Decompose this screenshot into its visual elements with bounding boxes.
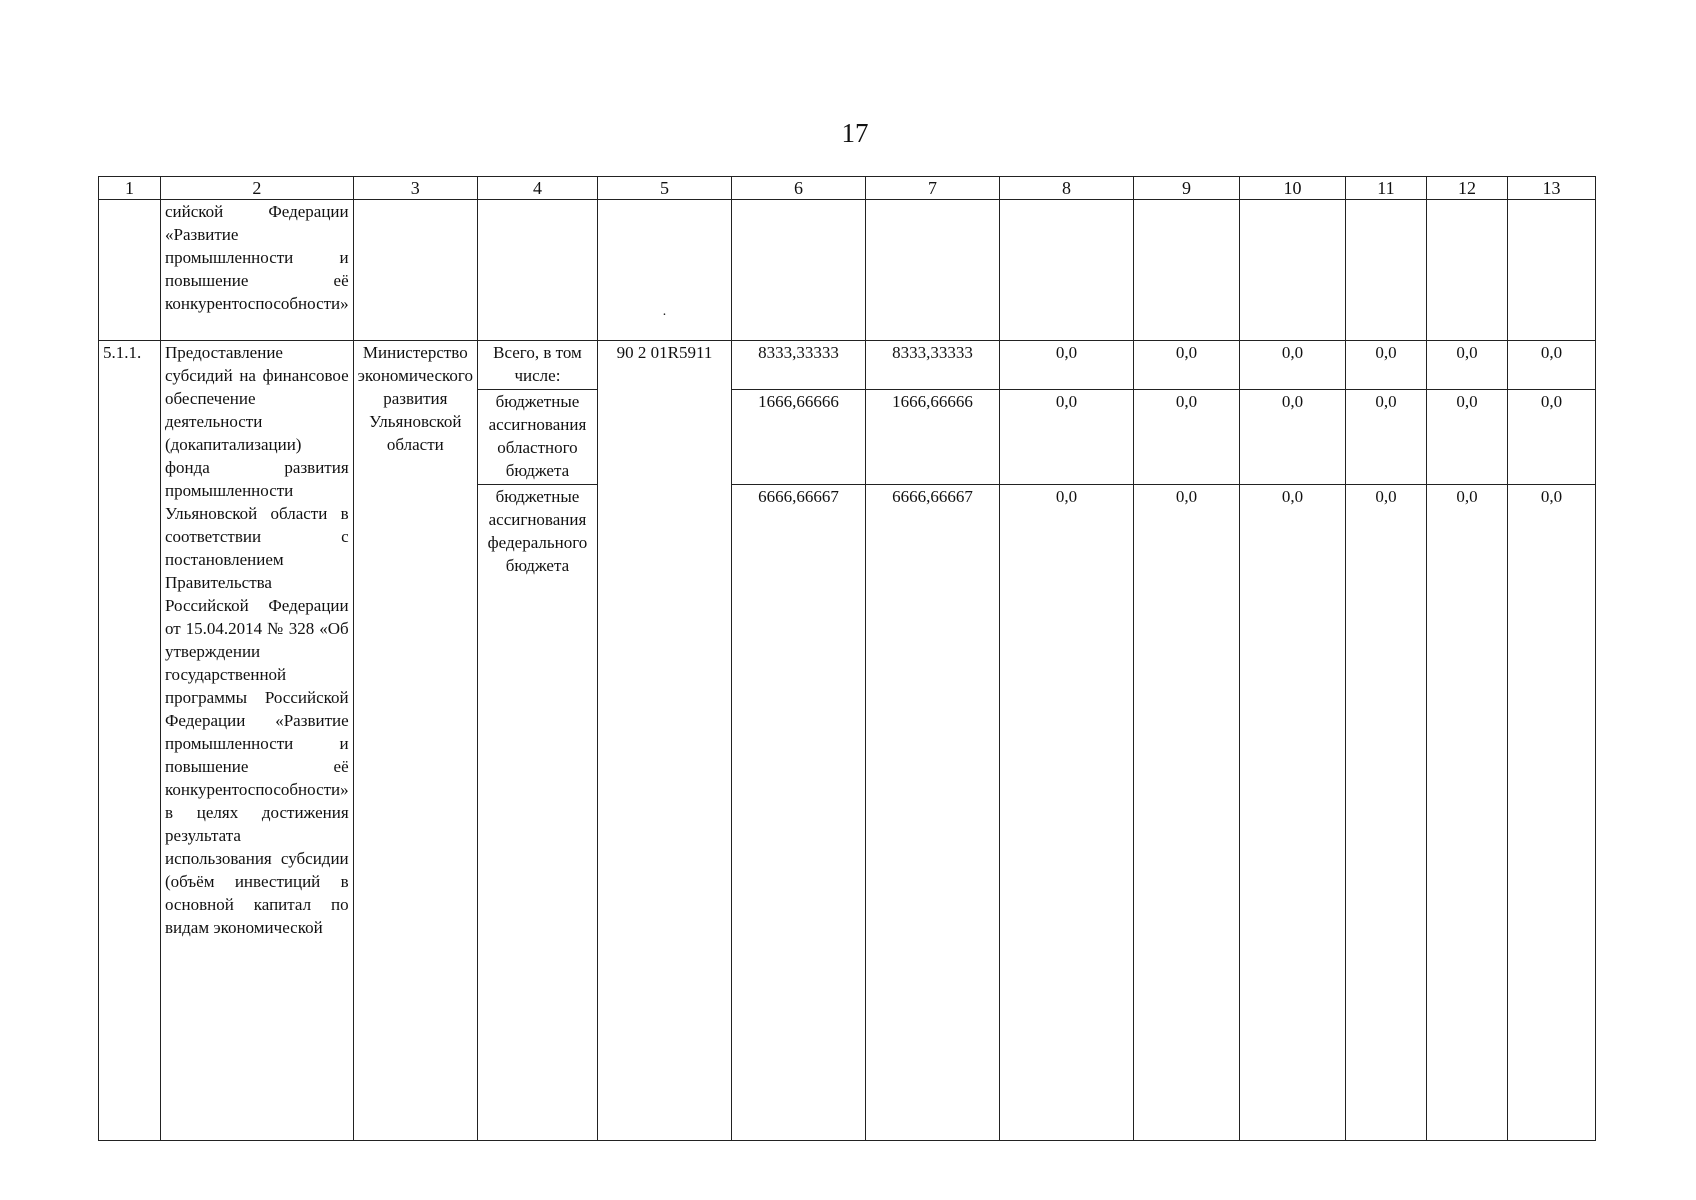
column-header: 7 xyxy=(865,177,999,200)
value-cell: 0,0 xyxy=(1239,485,1345,1141)
page-number: 17 xyxy=(841,118,869,148)
value-cell: 0,0 xyxy=(1345,485,1426,1141)
value-cell: 0,0 xyxy=(1507,390,1595,485)
column-header: 5 xyxy=(597,177,731,200)
table-row-total xyxy=(99,341,1596,390)
column-header: 12 xyxy=(1426,177,1507,200)
value-cell: 0,0 xyxy=(1426,390,1507,485)
value-cell: 8333,33333 xyxy=(865,341,999,390)
column-header: 8 xyxy=(999,177,1133,200)
value-cell: 6666,66667 xyxy=(865,485,999,1141)
funding-source: бюджетные ассигнования областного бюджета xyxy=(477,390,597,485)
column-number-row xyxy=(99,177,1596,200)
budget-code: 90 2 01R5911 xyxy=(597,341,731,1141)
value-cell: 0,0 xyxy=(1133,341,1239,390)
value-cell: 8333,33333 xyxy=(731,341,865,390)
value-cell: 0,0 xyxy=(1133,390,1239,485)
budget-table xyxy=(98,176,1596,1141)
column-header: 2 xyxy=(161,177,354,200)
value-cell: 0,0 xyxy=(1239,390,1345,485)
value-cell: 0,0 xyxy=(1345,390,1426,485)
value-cell: 0,0 xyxy=(999,341,1133,390)
column-header: 3 xyxy=(353,177,477,200)
value-cell: 0,0 xyxy=(1426,485,1507,1141)
continuation-row xyxy=(99,200,1596,341)
value-cell: 6666,66667 xyxy=(731,485,865,1141)
column-header: 4 xyxy=(477,177,597,200)
scan-speck: · xyxy=(662,308,667,323)
item-executor: Министерство экономического развития Ульяновской области xyxy=(353,341,477,1141)
value-cell: 0,0 xyxy=(999,485,1133,1141)
value-cell: 1666,66666 xyxy=(731,390,865,485)
item-description: Предоставление субсидий на финансовое обеспечение деятельности (докапитализации) фонда развития промышленности Ульяновской области в соответствии с постановлением Правительства Российской Федерации от 15.04.2014 № 328 «Об утверждении государственной программы Российской Федерации «Развитие промышленности и повышение её конкурентоспособности» в целях достижения результата использования субсидии (объём инвестиций в основной капитал по видам экономической xyxy=(161,341,354,1141)
value-cell: 0,0 xyxy=(1345,341,1426,390)
continuation-description: сийской Федерации «Развитие промышленности и повышение её конкурентоспособности» xyxy=(161,200,354,341)
column-header: 1 xyxy=(99,177,161,200)
column-header: 13 xyxy=(1507,177,1595,200)
value-cell: 0,0 xyxy=(1507,485,1595,1141)
value-cell: 0,0 xyxy=(1133,485,1239,1141)
funding-source: Всего, в том числе: xyxy=(477,341,597,390)
value-cell: 0,0 xyxy=(1426,341,1507,390)
column-header: 9 xyxy=(1133,177,1239,200)
column-header: 11 xyxy=(1345,177,1426,200)
item-number: 5.1.1. xyxy=(99,341,161,1141)
column-header: 6 xyxy=(731,177,865,200)
value-cell: 1666,66666 xyxy=(865,390,999,485)
column-header: 10 xyxy=(1239,177,1345,200)
value-cell: 0,0 xyxy=(1507,341,1595,390)
value-cell: 0,0 xyxy=(1239,341,1345,390)
value-cell: 0,0 xyxy=(999,390,1133,485)
funding-source: бюджетные ассигнования федерального бюджета xyxy=(477,485,597,1141)
